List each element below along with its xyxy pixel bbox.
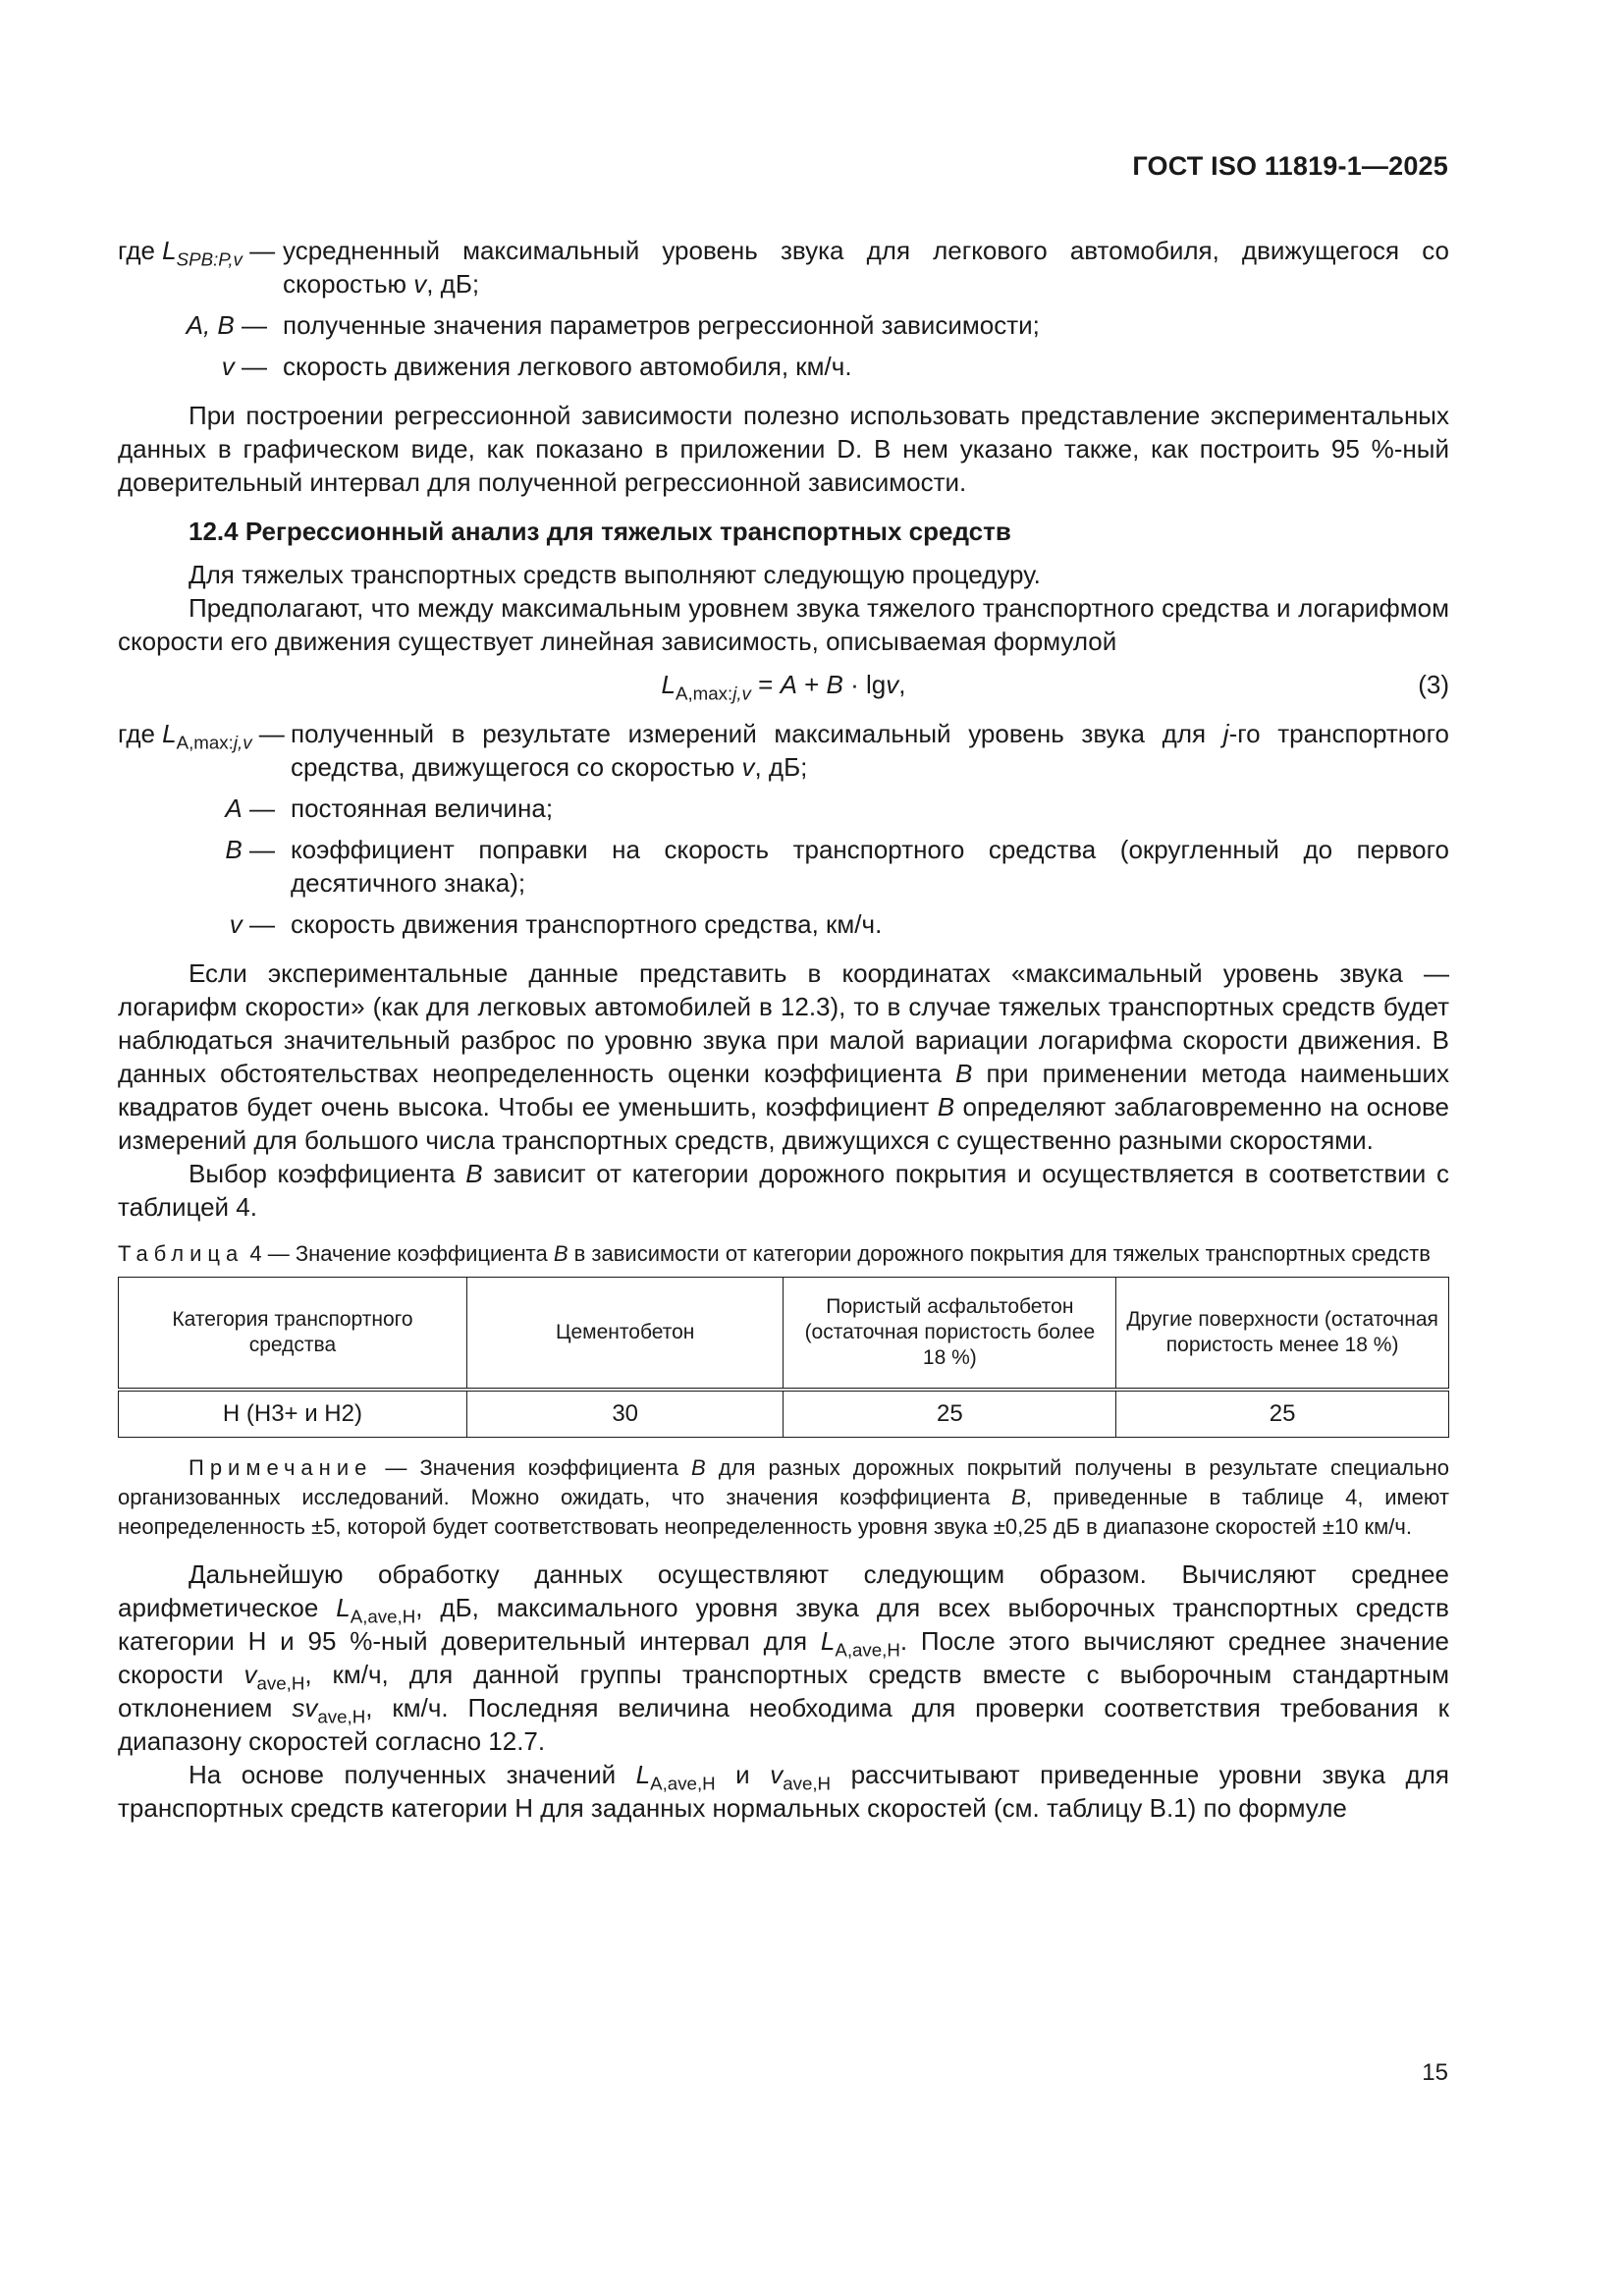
- def-term: v —: [221, 352, 267, 381]
- table-cell: 25: [1116, 1390, 1449, 1438]
- table-cell: H (H3+ и H2): [119, 1390, 467, 1438]
- table-header-cell: Другие поверхности (остаточная пористость менее 18 %): [1116, 1278, 1449, 1391]
- def-desc: скорость движения легкового автомобиля, км/ч.: [283, 352, 852, 381]
- formula-expression: $L_{A,max:j,v} = A + B \cdot \lg v$,: [661, 670, 906, 704]
- paragraph: Выбор коэффициента B зависит от категории дорожного покрытия и осуществляется в соответствии с таблицей 4.: [118, 1159, 1449, 1222]
- table-caption: Таблица 4 — Значение коэффициента B в зависимости от категории дорожного покрытия для тяжелых транспортных средств: [118, 1241, 1431, 1266]
- def-term: A, B —: [186, 310, 267, 340]
- page-number: 15: [1422, 2059, 1448, 2086]
- table-header-cell: Категория транспортного средства: [119, 1278, 467, 1391]
- def-desc: усредненный максимальный уровень звука для легкового автомобиля, движущегося со скоростью v, дБ;: [283, 236, 1449, 299]
- definitions-block-1: [118, 234, 1449, 1825]
- paragraph: Для тяжелых транспортных средств выполняют следующую процедуру.: [189, 560, 1041, 589]
- def-term: A —: [225, 793, 275, 823]
- formula-3: [118, 668, 1449, 707]
- paragraph: На основе полученных значений $L_{A,ave,H}$ и $v_{ave,H}$ рассчитывают приведенные уровни звука для транспортных средств категории H для заданных нормальных скоростей (см. таблицу B.1) по формуле: [118, 1760, 1449, 1823]
- table-cell: 30: [466, 1390, 784, 1438]
- def-desc: полученные значения параметров регрессионной зависимости;: [283, 310, 1040, 340]
- def-term: B —: [225, 835, 275, 864]
- table-note: Примечание — Значения коэффициента B для разных дорожных покрытий получены в результате специально организованных исследований. Можно ожидать, что значения коэффициента B, приведенные в таблице 4, имеют неопределенность ±5, которой будет соответствовать неопределенность уровня звука ±0,25 дБ в диапазоне скоростей ±10 км/ч.: [118, 1455, 1449, 1539]
- section-heading: 12.4 Регрессионный анализ для тяжелых транспортных средств: [189, 517, 1011, 546]
- def-desc: скорость движения транспортного средства, км/ч.: [291, 909, 883, 939]
- def-desc: полученный в результате измерений максимальный уровень звука для j-го транспортного средства, движущегося со скоростью v, дБ;: [291, 719, 1449, 782]
- def-term: где $L_{A,max:j,v}$ —: [118, 719, 285, 753]
- paragraph: Дальнейшую обработку данных осуществляют следующим образом. Вычисляют среднее арифметическое $L_{A,ave,H}$, дБ, максимального уровня звука для всех выборочных транспортных средств категории H и 95 %-ный доверительный интервал для $L_{A,ave,H}$. После этого вычисляют среднее значение скорости $v_{ave,H}$, км/ч, для данной группы транспортных средств вместе с выборочным стандартным отклонением $sv_{ave,H}$, км/ч. Последняя величина необходима для проверки соответствия требования к диапазону скоростей согласно 12.7.: [118, 1559, 1450, 1756]
- def-desc: постоянная величина;: [291, 793, 554, 823]
- table-header-cell: Пористый асфальтобетон (остаточная пористость более 18 %): [784, 1278, 1116, 1391]
- def-term: v —: [229, 909, 275, 939]
- standard-header: ГОСТ ISO 11819-1—2025: [1132, 151, 1448, 181]
- formula-number: (3): [1418, 670, 1449, 699]
- table-cell: 25: [784, 1390, 1116, 1438]
- def-desc: коэффициент поправки на скорость транспортного средства (округленный до первого десятичного знака);: [291, 835, 1449, 898]
- paragraph: Если экспериментальные данные представить в координатах «максимальный уровень звука — логарифм скорости» (как для легковых автомобилей в 12.3), то в случае тяжелых транспортных средств будет наблюдаться значительный разброс по уровню звука при малой вариации логарифма скорости движения. В данных обстоятельствах неопределенность оценки коэффициента B при применении метода наименьших квадратов будет очень высока. Чтобы ее уменьшить, коэффициент B определяют заблаговременно на основе измерений для большого числа транспортных средств, движущихся с существенно разными скоростями.: [118, 958, 1449, 1155]
- paragraph: Предполагают, что между максимальным уровнем звука тяжелого транспортного средства и логарифмом скорости его движения существует линейная зависимость, описываемая формулой: [118, 593, 1449, 656]
- paragraph: При построении регрессионной зависимости полезно использовать представление экспериментальных данных в графическом виде, как показано в приложении D. В нем указано также, как построить 95 %-ный доверительный интервал для полученной регрессионной зависимости.: [118, 401, 1449, 497]
- table-row: [119, 1390, 1449, 1438]
- table-header-cell: Цементобетон: [466, 1278, 784, 1391]
- def-term: где $L_{SPB:P,v}$ —: [118, 236, 276, 270]
- table-4: [118, 1277, 1449, 1438]
